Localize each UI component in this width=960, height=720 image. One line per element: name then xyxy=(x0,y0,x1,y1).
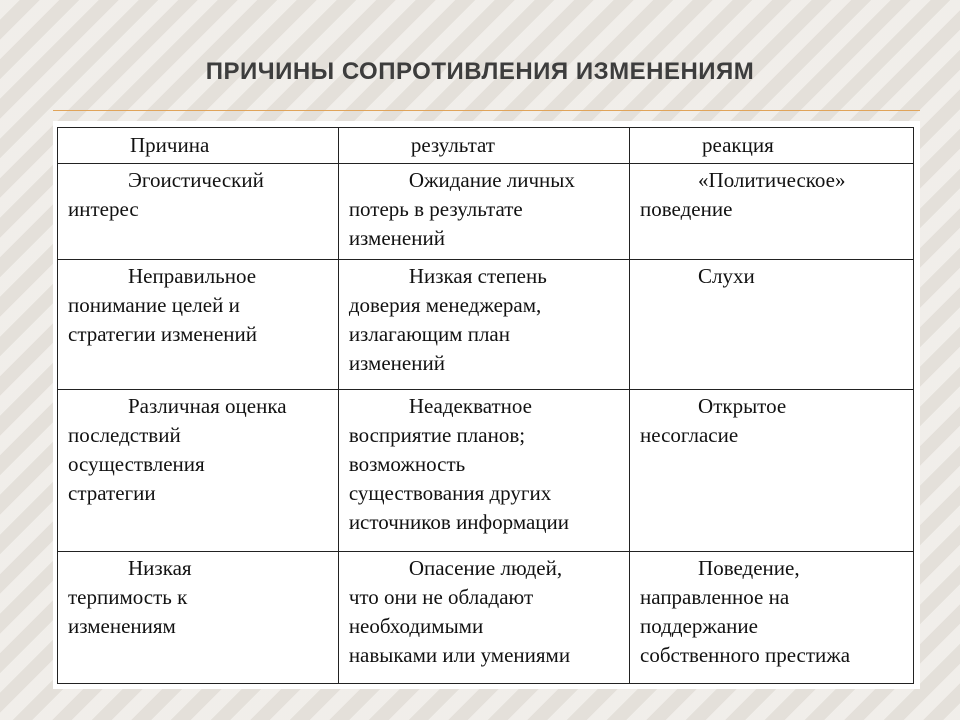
cause-text: Неправильное понимание целей и стратегии изменений xyxy=(68,264,257,346)
result-text: Низкая степень доверия менеджерам, излагающим план изменений xyxy=(348,264,547,375)
reaction-text: Слухи xyxy=(698,264,755,288)
reaction-cell xyxy=(630,164,914,260)
cause-cell xyxy=(58,164,339,260)
cause-text: Различная оценка последствий осуществления стратегии xyxy=(68,394,287,505)
reaction-cell xyxy=(630,390,914,552)
reaction-text: Открытое несогласие xyxy=(640,394,787,447)
header-cell-reaction: реакция xyxy=(630,128,914,164)
table-row xyxy=(58,552,914,684)
header-cell-result: результат xyxy=(338,128,629,164)
result-text: Неадекватное восприятие планов; возможность существования других источников информации xyxy=(348,394,570,534)
result-cell xyxy=(338,390,629,552)
table-row xyxy=(58,260,914,390)
reaction-text: «Политическое» поведение xyxy=(640,168,846,221)
slide-title: ПРИЧИНЫ СОПРОТИВЛЕНИЯ ИЗМЕНЕНИЯМ xyxy=(205,58,755,85)
cause-cell xyxy=(58,260,339,390)
header-cell-cause: Причина xyxy=(58,128,339,164)
table-header-row xyxy=(58,128,914,164)
table-panel xyxy=(53,121,920,689)
cause-text: Низкая терпимость к изменениям xyxy=(68,556,192,638)
cause-text: Эгоистический интерес xyxy=(68,168,264,221)
result-cell xyxy=(338,552,629,684)
title-divider xyxy=(53,110,920,111)
cause-cell xyxy=(58,390,339,552)
reaction-cell xyxy=(630,552,914,684)
table-row xyxy=(58,390,914,552)
result-cell xyxy=(338,260,629,390)
table-row xyxy=(58,164,914,260)
result-text: Опасение людей, что они не обладают необходимыми навыками или умениями xyxy=(348,556,571,667)
resistance-table xyxy=(57,127,914,684)
result-cell xyxy=(338,164,629,260)
reaction-cell xyxy=(630,260,914,390)
cause-cell xyxy=(58,552,339,684)
reaction-text: Поведение, направленное на поддержание собственного престижа xyxy=(640,556,851,667)
result-text: Ожидание личных потерь в результате изменений xyxy=(348,168,575,250)
